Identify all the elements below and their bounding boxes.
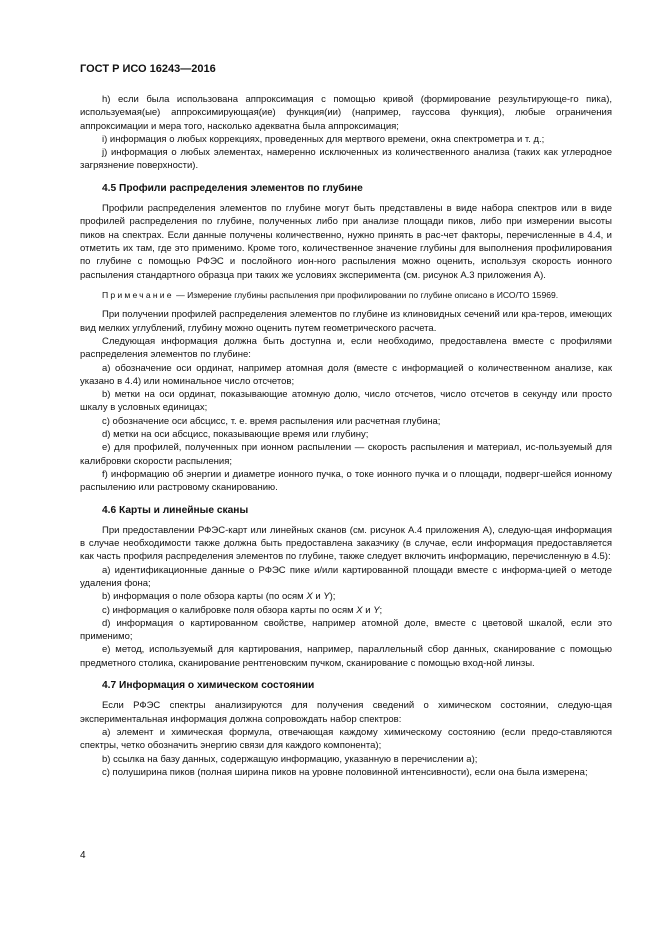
axis-y: Y bbox=[373, 604, 380, 616]
paragraph: Если РФЭС спектры анализируются для получения сведений о химическом состоянии, следую-щая экспериментальная информация должна сопровождать набор спектров: bbox=[80, 700, 612, 725]
note-label: Примечание bbox=[102, 289, 174, 300]
list-item: h) если была использована аппроксимация с помощью кривой (формирование результирующе-го пика), используемая(ые) аппроксимирующая(ие) функция(ии) (например, гауссова функция), любые ограничения аппроксимации и мера того, насколько адекватна была аппроксимация; bbox=[80, 94, 612, 132]
text-run: c) информация о калибровке поля обзора карты по осям bbox=[102, 604, 357, 616]
list-item: e) для профилей, полученных при ионном распылении — скорость распыления и материал, ис-пользуемый для калибровки скорости распыления; bbox=[80, 442, 612, 467]
axis-y: Y bbox=[323, 591, 330, 603]
text-run: и bbox=[362, 604, 374, 616]
text-run: ); bbox=[329, 591, 336, 603]
axis-x: X bbox=[356, 604, 363, 616]
list-item: d) информация о картированном свойстве, например атомной доле, вместе с цветовой шкалой, если это применимо; bbox=[80, 617, 612, 643]
list-item: b) ссылка на базу данных, содержащую информацию, указанную в перечислении a); bbox=[102, 753, 478, 765]
section-heading-4-6: 4.6 Карты и линейные сканы bbox=[102, 504, 249, 516]
list-item: c) полуширина пиков (полная ширина пиков на уровне половинной интенсивности), если она была измерена; bbox=[102, 766, 588, 778]
section-heading-4-5: 4.5 Профили распределения элементов по глубине bbox=[102, 182, 363, 194]
paragraph: При предоставлении РФЭС-карт или линейных сканов (см. рисунок А.4 приложения А), следую-щая информация в случае необходимости также должна быть предоставлена заказчику (в случае, если информация предоставляется как часть профиля распределения элементов по глубине, также следует включить информацию, перечисленную в 4.5): bbox=[80, 524, 612, 563]
text-run: ; bbox=[379, 604, 383, 616]
list-item bbox=[80, 590, 612, 603]
note-text: — Измерение глубины распыления при профилировании по глубине описано в ИСО/ТО 15969. bbox=[176, 289, 559, 300]
list-item: i) информация о любых коррекциях, проведенных для мертвого времени, окна спектрометра и т. д.; bbox=[102, 133, 545, 145]
list-item: a) идентификационные данные о РФЭС пике и/или картированной площади вместе с информа-цией о методе удаления фона; bbox=[80, 564, 612, 589]
document-header: ГОСТ Р ИСО 16243—2016 bbox=[80, 63, 216, 75]
axis-x: X bbox=[306, 591, 313, 603]
list-item: a) обозначение оси ординат, например атомная доля (вместе с информацией о количественном анализе, как указано в 4.4) или номинальное число отсчетов; bbox=[80, 362, 612, 387]
list-item: a) элемент и химическая формула, отвечающая каждому химическому состоянию (если предо-ставляются спектры, четко обозначить энергию связи для каждого компонента); bbox=[80, 726, 612, 752]
paragraph: Следующая информация должна быть доступна и, если необходимо, предоставлена вместе с профилями распределения элементов по глубине: bbox=[80, 335, 612, 361]
paragraph: При получении профилей распределения элементов по глубине из клиновидных сечений или кра-теров, имеющих вид мелких углублений, глубину можно оценить путем геометрического расчета. bbox=[80, 309, 612, 334]
page-body bbox=[80, 93, 612, 779]
text-run: b) информация о поле обзора карты (по осям bbox=[102, 591, 307, 603]
section-heading-4-7: 4.7 Информация о химическом состоянии bbox=[102, 680, 315, 692]
paragraph: Профили распределения элементов по глубине могут быть представлены в виде набора спектров или в виде профилей распределения по глубине, полученных либо при анализе площади пиков, либо при измерении высоты пиков на спектрах. Если данные получены количественно, нужно принять в рас-чет факторы, перечисленные в 4.4, и отметить их там, где это применимо. Кроме того, количественное значение глубины для выполнения профилирования по глубине с помощью РФЭС и послойного ион-ного распыления можно оценить, используя скорость ионного распыления стандартного образца при таких же условиях эксперимента (см. рисунок А.3 приложения А). bbox=[80, 203, 612, 281]
list-item: f) информацию об энергии и диаметре ионного пучка, о токе ионного пучка и о площади, подверг-шейся ионному распылению или растровому сканированию. bbox=[80, 468, 612, 494]
note bbox=[80, 289, 612, 302]
list-item: b) метки на оси ординат, показывающие атомную долю, число отсчетов, число отсчетов в секунду или просто шкалу в условных единицах; bbox=[80, 389, 612, 414]
list-item: c) обозначение оси абсцисс, т. е. время распыления или расчетная глубина; bbox=[102, 415, 441, 427]
list-item bbox=[80, 604, 612, 617]
page-number: 4 bbox=[80, 850, 86, 861]
list-item: e) метод, используемый для картирования, например, параллельный сбор данных, сканирование с помощью предметного столика, сканирование рентгеновским пучком, сканирование с помощью вход-ной линзы. bbox=[80, 644, 612, 669]
list-item: d) метки на оси абсцисс, показывающие время или глубину; bbox=[102, 429, 369, 441]
text-run: и bbox=[312, 591, 324, 603]
list-item: j) информация о любых элементах, намеренно исключенных из количественного анализа (таких как углеродное загрязнение поверхности). bbox=[80, 147, 612, 172]
